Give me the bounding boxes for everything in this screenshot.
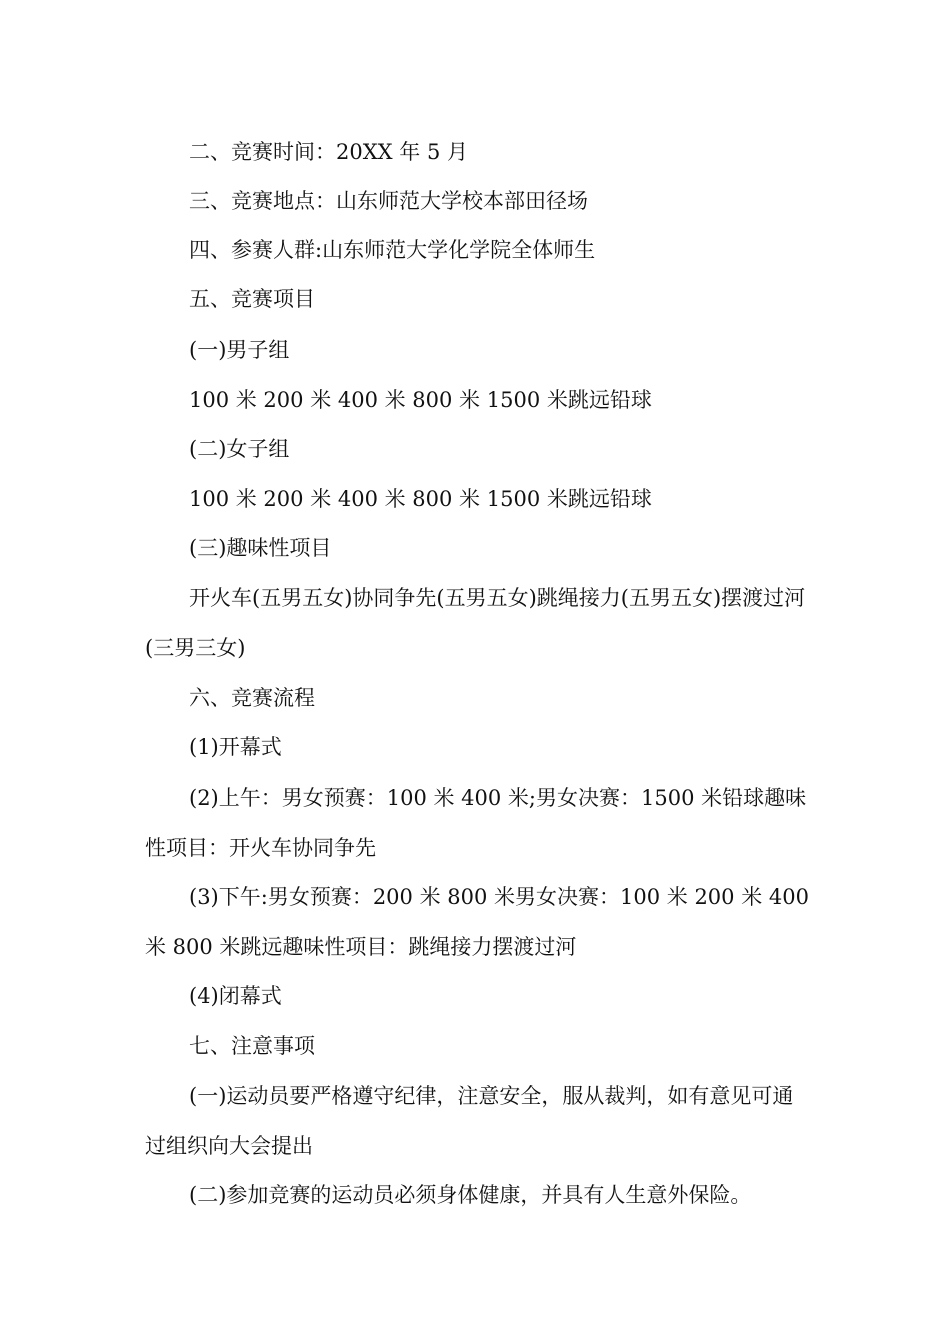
section-3-location: 三、竞赛地点：山东师范大学校本部田径场: [189, 189, 588, 213]
section-6-heading: 六、竞赛流程: [189, 686, 315, 710]
fun-events-list: 开火车(五男五女)协同争先(五男五女)跳绳接力(五男五女)摆渡过河(三男三女): [145, 586, 806, 660]
womens-group-heading: (二)女子组: [189, 437, 290, 461]
mens-group-heading: (一)男子组: [189, 338, 290, 362]
mens-events: 100 米 200 米 400 米 800 米 1500 米跳远铅球: [189, 388, 652, 412]
notice-discipline: (一)运动员要严格遵守纪律，注意安全，服从裁判，如有意见可通过组织向大会提出: [145, 1084, 794, 1158]
schedule-afternoon: (3)下午:男女预赛：200 米 800 米男女决赛：100 米 200 米 400 米 800 米跳远趣味性项目：跳绳接力摆渡过河: [145, 885, 809, 959]
schedule-opening: (1)开幕式: [189, 735, 282, 759]
section-7-heading: 七、注意事项: [189, 1034, 315, 1058]
womens-events: 100 米 200 米 400 米 800 米 1500 米跳远铅球: [189, 487, 652, 511]
schedule-morning: (2)上午：男女预赛：100 米 400 米;男女决赛：1500 米铅球趣味性项目：开火车协同争先: [145, 786, 807, 860]
section-4-participants: 四、参赛人群:山东师范大学化学院全体师生: [189, 238, 596, 262]
section-5-heading: 五、竞赛项目: [189, 287, 315, 311]
section-2-time: 二、竞赛时间：20XX 年 5 月: [189, 140, 469, 164]
schedule-closing: (4)闭幕式: [189, 984, 282, 1008]
notice-health: (二)参加竞赛的运动员必须身体健康，并具有人生意外保险。: [189, 1183, 752, 1207]
fun-events-heading: (三)趣味性项目: [189, 536, 332, 560]
